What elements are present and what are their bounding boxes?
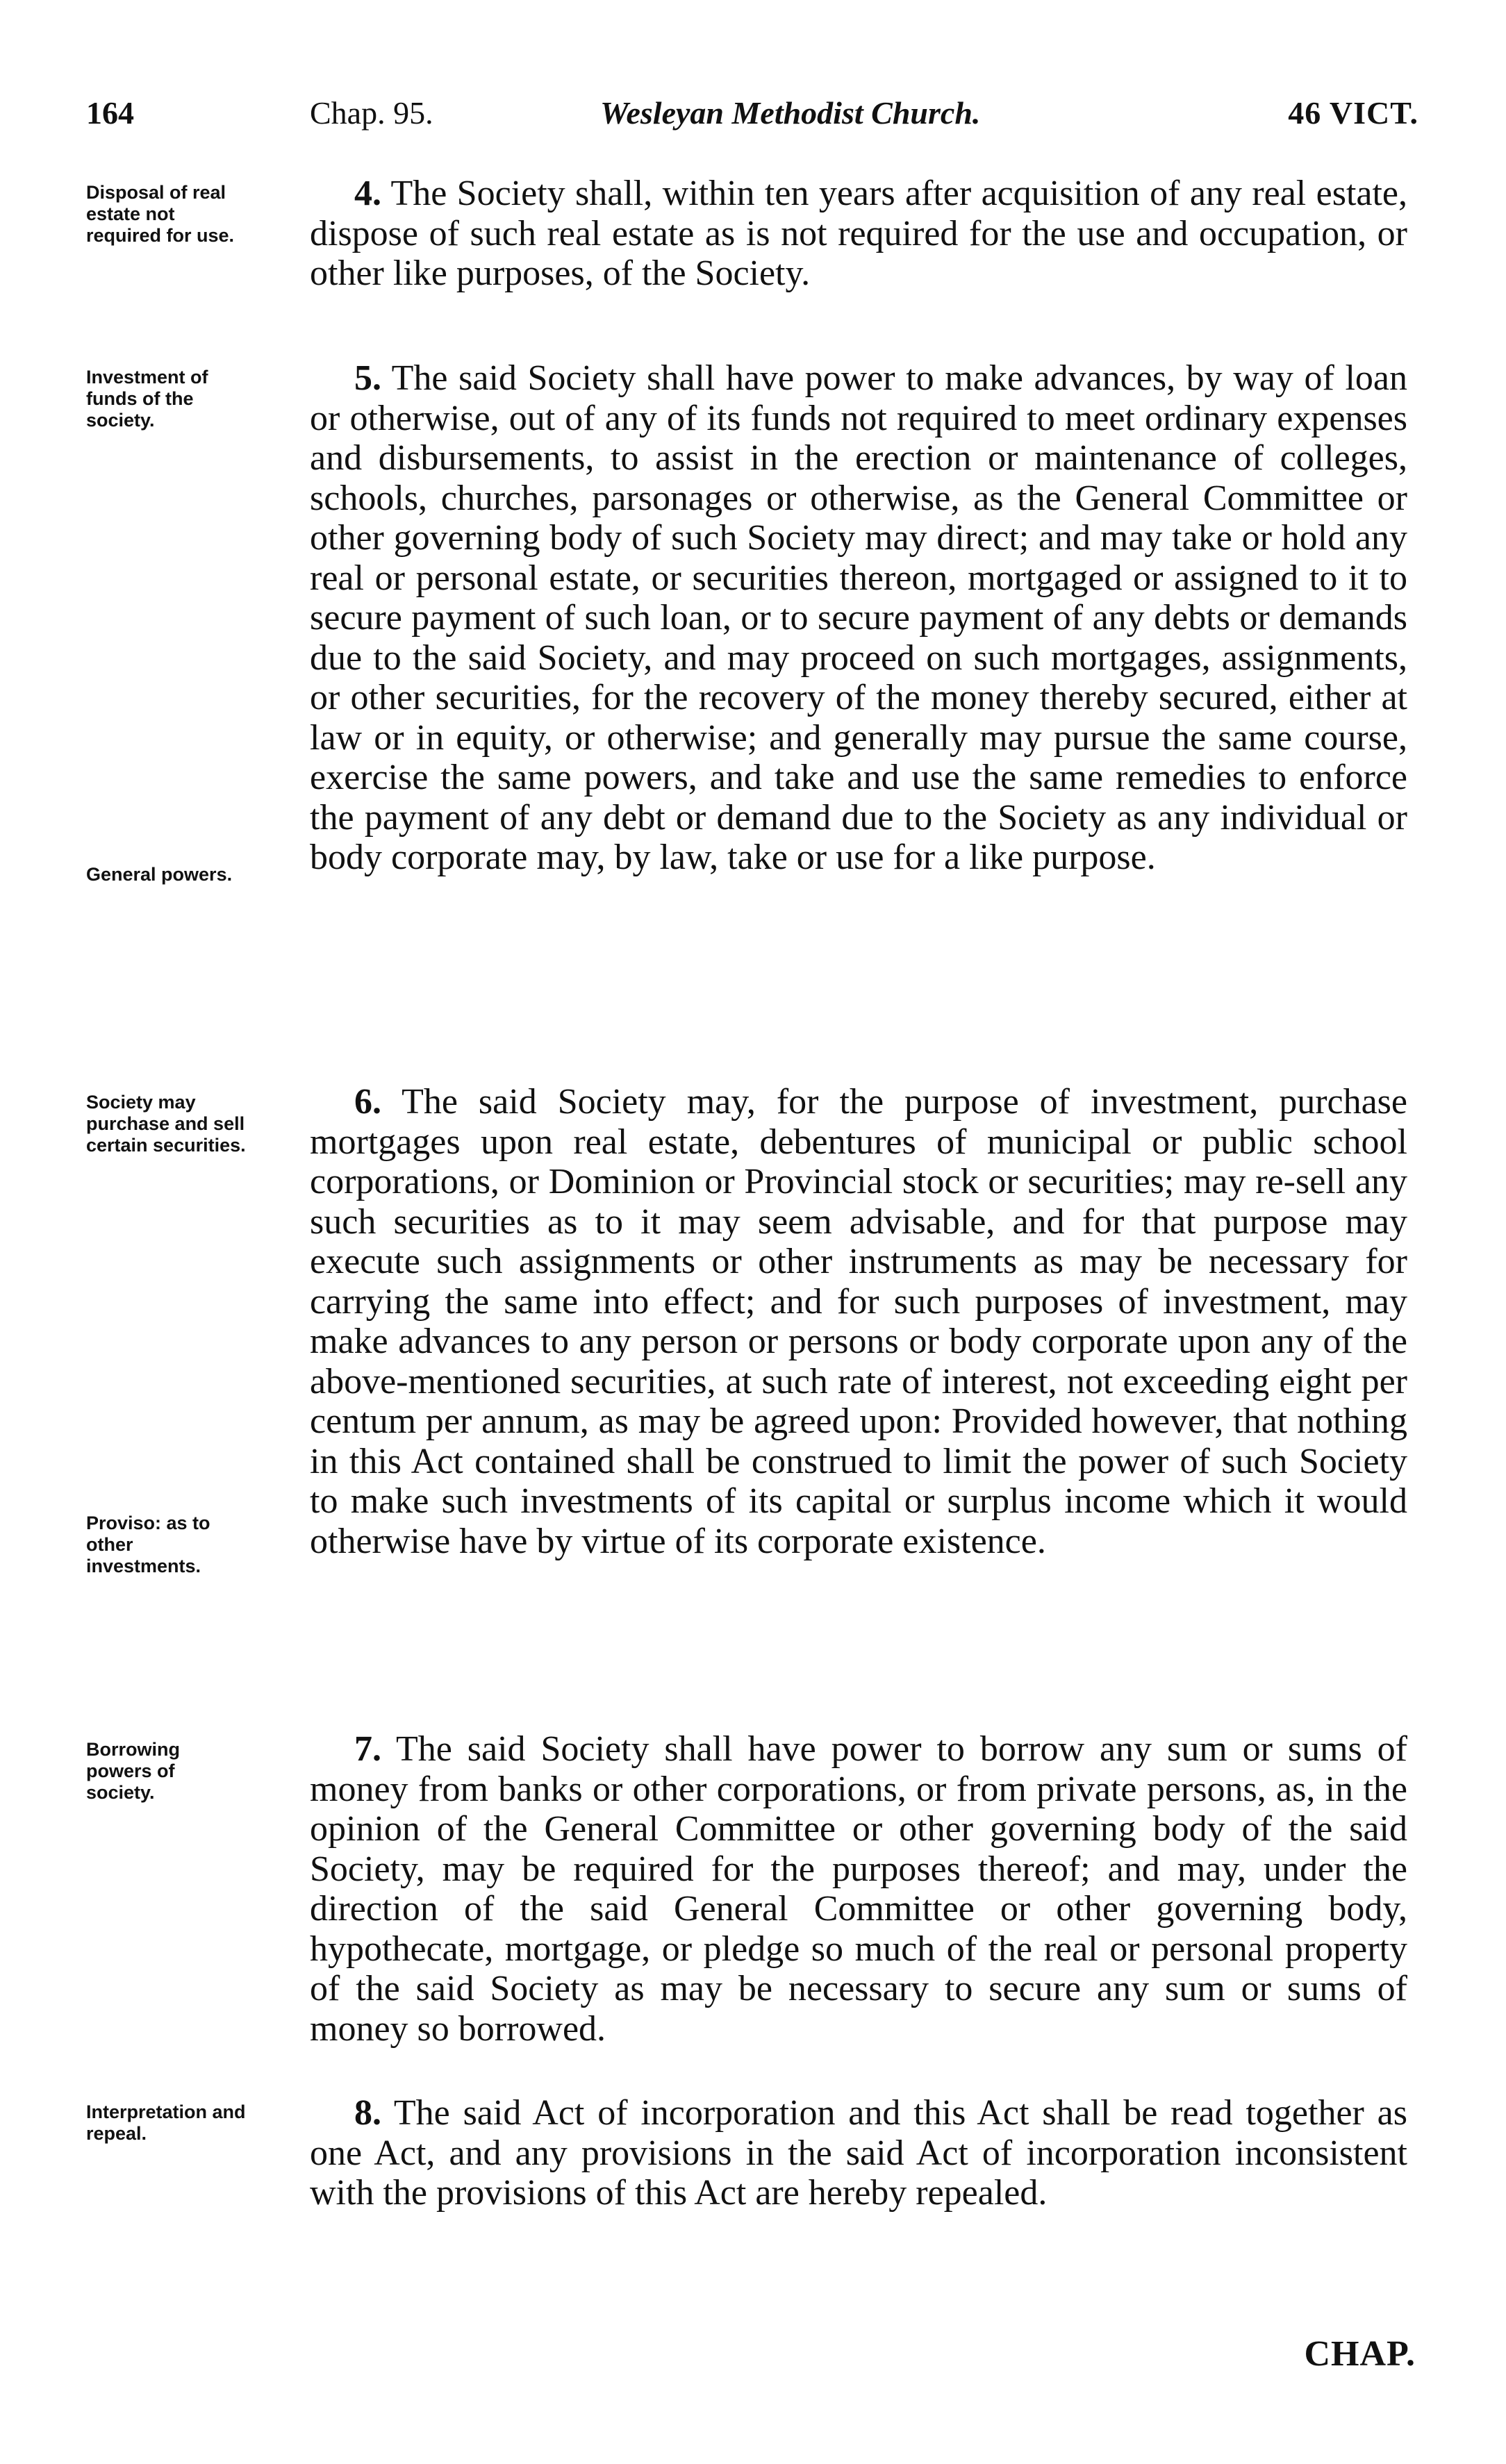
catchword: CHAP.: [1304, 2334, 1416, 2374]
margin-note-borrowing: Borrowing powers of society.: [86, 1739, 180, 1803]
margin-note-disposal: Disposal of real estate not required for use.: [86, 182, 235, 246]
margin-note-interpretation: Interpretation and repeal.: [86, 2101, 246, 2144]
margin-note-investment: Investment of funds of the society.: [86, 367, 208, 431]
margin-note-purchase-securities: Society may purchase and sell certain securities.: [86, 1092, 246, 1156]
section-text: The said Society shall have power to borrow any sum or sums of money from banks or other corporations, or from private persons, as, in the opinion of the General Committee or other governing body of the said Society, may be required for the purposes thereof; and may, under the direction of the said General Committee or other governing body, hypothecate, mortgage, or pledge so much of the real or personal property of the said Society as may be necessary to secure any sum or sums of money so borrowed.: [310, 1729, 1408, 2049]
page-number: 164: [86, 95, 134, 131]
regnal-year: 46 VICT.: [1288, 95, 1418, 131]
section-text: The Society shall, within ten years after acquisition of any real estate, dispose of such real estate as is not required for the use and occupation, or other like purposes, of the Society.: [310, 174, 1408, 293]
section-text: The said Society may, for the purpose of investment, purchase mortgages upon real estate, debentures of municipal or public school corporations, or Dominion or Provincial stock or securities; may re-sell any such securities as to it may seem advisable, and for that purpose may execute such assignments or other instruments as may be necessary for carrying the same into effect; and for such purposes of investment, may make advances to any person or persons or body corporate upon any of the above-mentioned securities, at such rate of interest, not exceeding eight per centum per annum, as may be agreed upon: Provided however, that nothing in this Act contained shall be construed to limit the power of such Society to make such investments of its capital or surplus income which it would otherwise have by virtue of its corporate existence.: [310, 1082, 1407, 1561]
section-number: 6.: [354, 1082, 381, 1122]
chapter-label: Chap. 95.: [310, 95, 433, 131]
section-body: [310, 358, 1407, 878]
section-number: 8.: [354, 2093, 381, 2133]
section-text: The said Act of incorporation and this Act shall be read together as one Act, and any provisions in the said Act of incorporation inconsistent with the provisions of this Act are hereby repealed.: [310, 2093, 1407, 2213]
section-number: 4.: [354, 174, 381, 213]
margin-note-general-powers: General powers.: [86, 864, 233, 885]
section-text: The said Society shall have power to make advances, by way of loan or otherwise, out of any of its funds not required to meet ordinary expenses and disbursements, to assist in the erection or maintenance of colleges, schools, churches, parsonages or otherwise, as the General Committee or other governing body of such Society may direct; and may take or hold any real or personal estate, or securities thereon, mortgaged or assigned to it to secure payment of such loan, or to secure payment of any debts or demands due to the said Society, and may proceed on such mortgages, assignments, or other securities, for the recovery of the money thereby secured, either at law or in equity, or otherwise; and generally may pursue the same course, exercise the same powers, and take and use the same remedies to enforce the payment of any debt or demand due to the Society as any individual or body corporate may, by law, take or use for a like purpose.: [310, 358, 1407, 877]
margin-note-proviso: Proviso: as to other investments.: [86, 1513, 210, 1576]
section-number: 5.: [354, 358, 381, 398]
section-body: [310, 2093, 1407, 2213]
running-header: [86, 94, 1418, 150]
section-number: 7.: [354, 1729, 381, 1769]
section-body: [310, 1729, 1407, 2049]
running-title: Wesleyan Methodist Church.: [600, 95, 981, 131]
section-body: [310, 174, 1407, 294]
section-body: [310, 1082, 1407, 1561]
